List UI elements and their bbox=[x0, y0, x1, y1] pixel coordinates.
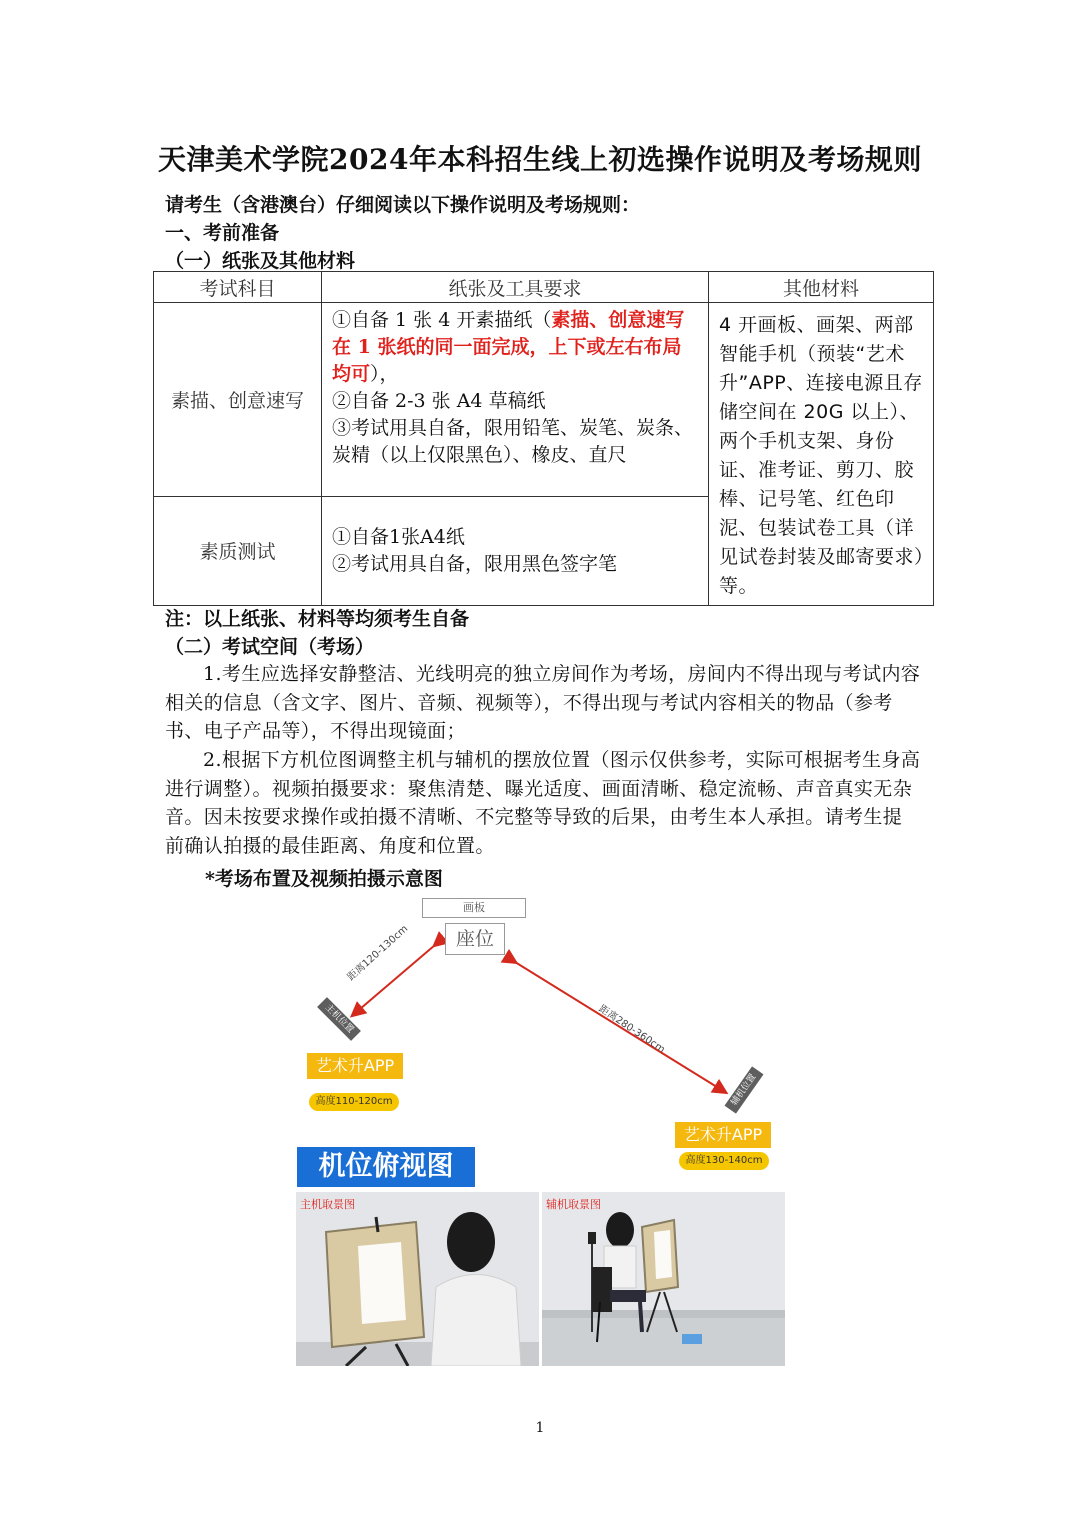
subject-cell: 素描、创意速写 bbox=[154, 303, 322, 497]
section-heading-1: 一、考前准备 bbox=[165, 222, 280, 244]
requirements-cell bbox=[322, 303, 709, 497]
table-row bbox=[154, 303, 934, 497]
main-camera-tag: 主机位置 bbox=[317, 997, 361, 1041]
table-header-row bbox=[154, 272, 934, 303]
requirement-text: ②自备 2-3 张 A4 草稿纸 bbox=[332, 390, 546, 412]
main-height-badge: 高度110-120cm bbox=[309, 1093, 399, 1111]
main-photo-scene bbox=[296, 1192, 539, 1366]
subsection-heading-2: （二）考试空间（考场） bbox=[165, 636, 375, 658]
main-app-label: 艺术升APP bbox=[307, 1053, 403, 1079]
requirement-text: ）， bbox=[370, 363, 399, 385]
table-note: 注：以上纸张、材料等均须考生自备 bbox=[165, 608, 470, 630]
requirements-cell bbox=[322, 496, 709, 605]
subsection-heading-1: （一）纸张及其他材料 bbox=[165, 250, 356, 272]
intro-heading: 请考生（含港澳台）仔细阅读以下操作说明及考场规则： bbox=[165, 194, 641, 216]
main-distance-label: 距离120-130cm bbox=[345, 923, 411, 984]
aux-photo-label: 辅机取景图 bbox=[546, 1198, 601, 1211]
paragraph-1: 1.考生应选择安静整洁、光线明亮的独立房间作为考场，房间内不得出现与考试内容相关的信息（含文字、图片、音频、视频等），不得出现与考试内容相关的物品（参考书、电子产品等），不得出现镜面； bbox=[165, 663, 921, 742]
aux-camera-photo bbox=[542, 1192, 785, 1366]
requirement-text: ②考试用具自备，限用黑色签字笔 bbox=[332, 552, 618, 575]
exam-layout-diagram bbox=[295, 890, 785, 1370]
seat-label: 座位 bbox=[445, 923, 505, 955]
aux-app-label: 艺术升APP bbox=[675, 1122, 771, 1148]
main-photo-label: 主机取景图 bbox=[300, 1198, 355, 1211]
table-header: 考试科目 bbox=[154, 272, 322, 303]
aux-camera-tag: 辅机位置 bbox=[725, 1066, 764, 1113]
drawing-board-label: 画板 bbox=[422, 898, 526, 918]
paragraph-2: 2.根据下方机位图调整主机与辅机的摆放位置（图示仅供参考，实际可根据考生身高进行调整）。视频拍摄要求：聚焦清楚、曝光适度、画面清晰、稳定流畅、声音真实无杂音。因未按要求操作或拍摄不清晰、不完整等导致的后果，由考生本人承担。请考生提前确认拍摄的最佳距离、角度和位置。 bbox=[165, 749, 921, 857]
main-camera-photo bbox=[296, 1192, 539, 1366]
document-title: 天津美术学院2024年本科招生线上初选操作说明及考场规则 bbox=[158, 143, 922, 176]
table-header: 其他材料 bbox=[709, 272, 934, 303]
table-header: 纸张及工具要求 bbox=[322, 272, 709, 303]
requirement-highlight: 素描、创意速写在 1 张纸的同一面完成，上下或左右布局均可 bbox=[332, 309, 685, 385]
requirement-text: ①自备 1 张 4 开素描纸（ bbox=[332, 309, 552, 331]
requirement-text: ③考试用具自备，限用铅笔、炭笔、炭条、炭精（以上仅限黑色）、橡皮、直尺 bbox=[332, 417, 694, 466]
aux-photo-scene bbox=[542, 1192, 785, 1366]
aux-distance-label: 距离280-360cm bbox=[596, 1003, 667, 1056]
page-number: 1 bbox=[535, 1420, 545, 1436]
subject-cell: 素质测试 bbox=[154, 496, 322, 605]
materials-table bbox=[153, 271, 934, 606]
requirement-text: ①自备1张A4纸 bbox=[332, 525, 465, 548]
other-materials-cell: 4 开画板、画架、两部智能手机（预装“艺术升”APP、连接电源且存储空间在 20G 以上）、两个手机支架、身份证、准考证、剪刀、胶棒、记号笔、红色印泥、包装试卷工具（详见试卷封装及邮寄要求）等。 bbox=[709, 303, 934, 606]
aux-height-badge: 高度130-140cm bbox=[679, 1152, 769, 1170]
diagram-caption: *考场布置及视频拍摄示意图 bbox=[205, 868, 443, 890]
top-view-title: 机位俯视图 bbox=[297, 1147, 475, 1187]
